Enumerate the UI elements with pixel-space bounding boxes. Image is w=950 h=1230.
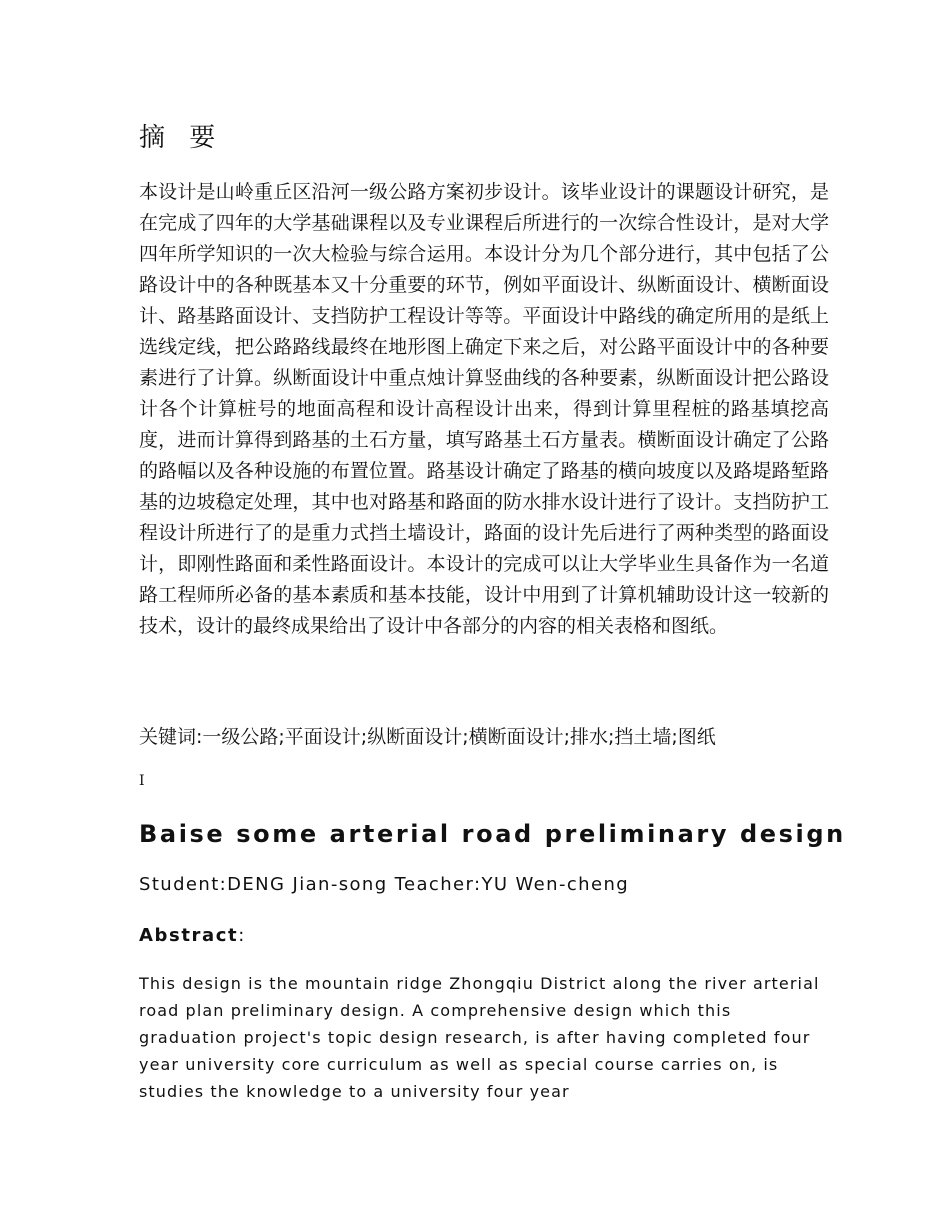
english-title: Baise some arterial road preliminary design [139,820,846,848]
abstract-heading-colon: : [238,925,246,946]
author-line: Student:DENG Jian-song Teacher:YU Wen-cheng [139,874,630,895]
page-number: I [139,773,145,789]
chinese-abstract-title: 摘 要 [139,123,224,153]
abstract-heading-label: Abstract [139,925,239,946]
chinese-abstract-body: 本设计是山岭重丘区沿河一级公路方案初步设计。该毕业设计的课题设计研究，是在完成了四年的大学基础课程以及专业课程后所进行的一次综合性设计，是对大学四年所学知识的一次大检验与综合运用。本设计分为几个部分进行，其中包括了公路设计中的各种既基本又十分重要的环节，例如平面设计、纵断面设计、横断面设计、路基路面设计、支挡防护工程设计等等。平面设计中路线的确定所用的是纸上选线定线，把公路路线最终在地形图上确定下来之后，对公路平面设计中的各种要素进行了计算。纵断面设计中重点烛计算竖曲线的各种要素，纵断面设计把公路设计各个计算桩号的地面高程和设计高程设计出来，得到计算里程桩的路基填挖高度，进而计算得到路基的土石方量，填写路基土石方量表。横断面设计确定了公路的路幅以及各种设施的布置位置。路基设计确定了路基的横向坡度以及路堤路堑路基的边坡稳定处理，其中也对路基和路面的防水排水设计进行了设计。支挡防护工程设计所进行了的是重力式挡土墙设计，路面的设计先后进行了两种类型的路面设计，即刚性路面和柔性路面设计。本设计的完成可以让大学毕业生具备作为一名道路工程师所必备的基本素质和基本技能，设计中用到了计算机辅助设计这一较新的技术，设计的最终成果给出了设计中各部分的内容的相关表格和图纸。 [139,181,829,637]
document-page [139,0,846,1230]
english-abstract-heading [139,922,246,950]
chinese-keywords: 关键词:一级公路;平面设计;纵断面设计;横断面设计;排水;挡土墙;图纸 [139,726,716,748]
english-abstract-body: This design is the mountain ridge Zhongqiu District along the river arterial road plan preliminary design. A comprehensive design which this graduation project's topic design research, is after having completed four year university core curriculum as well as special course carries on, is studies the knowledge to a university four year [139,974,820,1101]
